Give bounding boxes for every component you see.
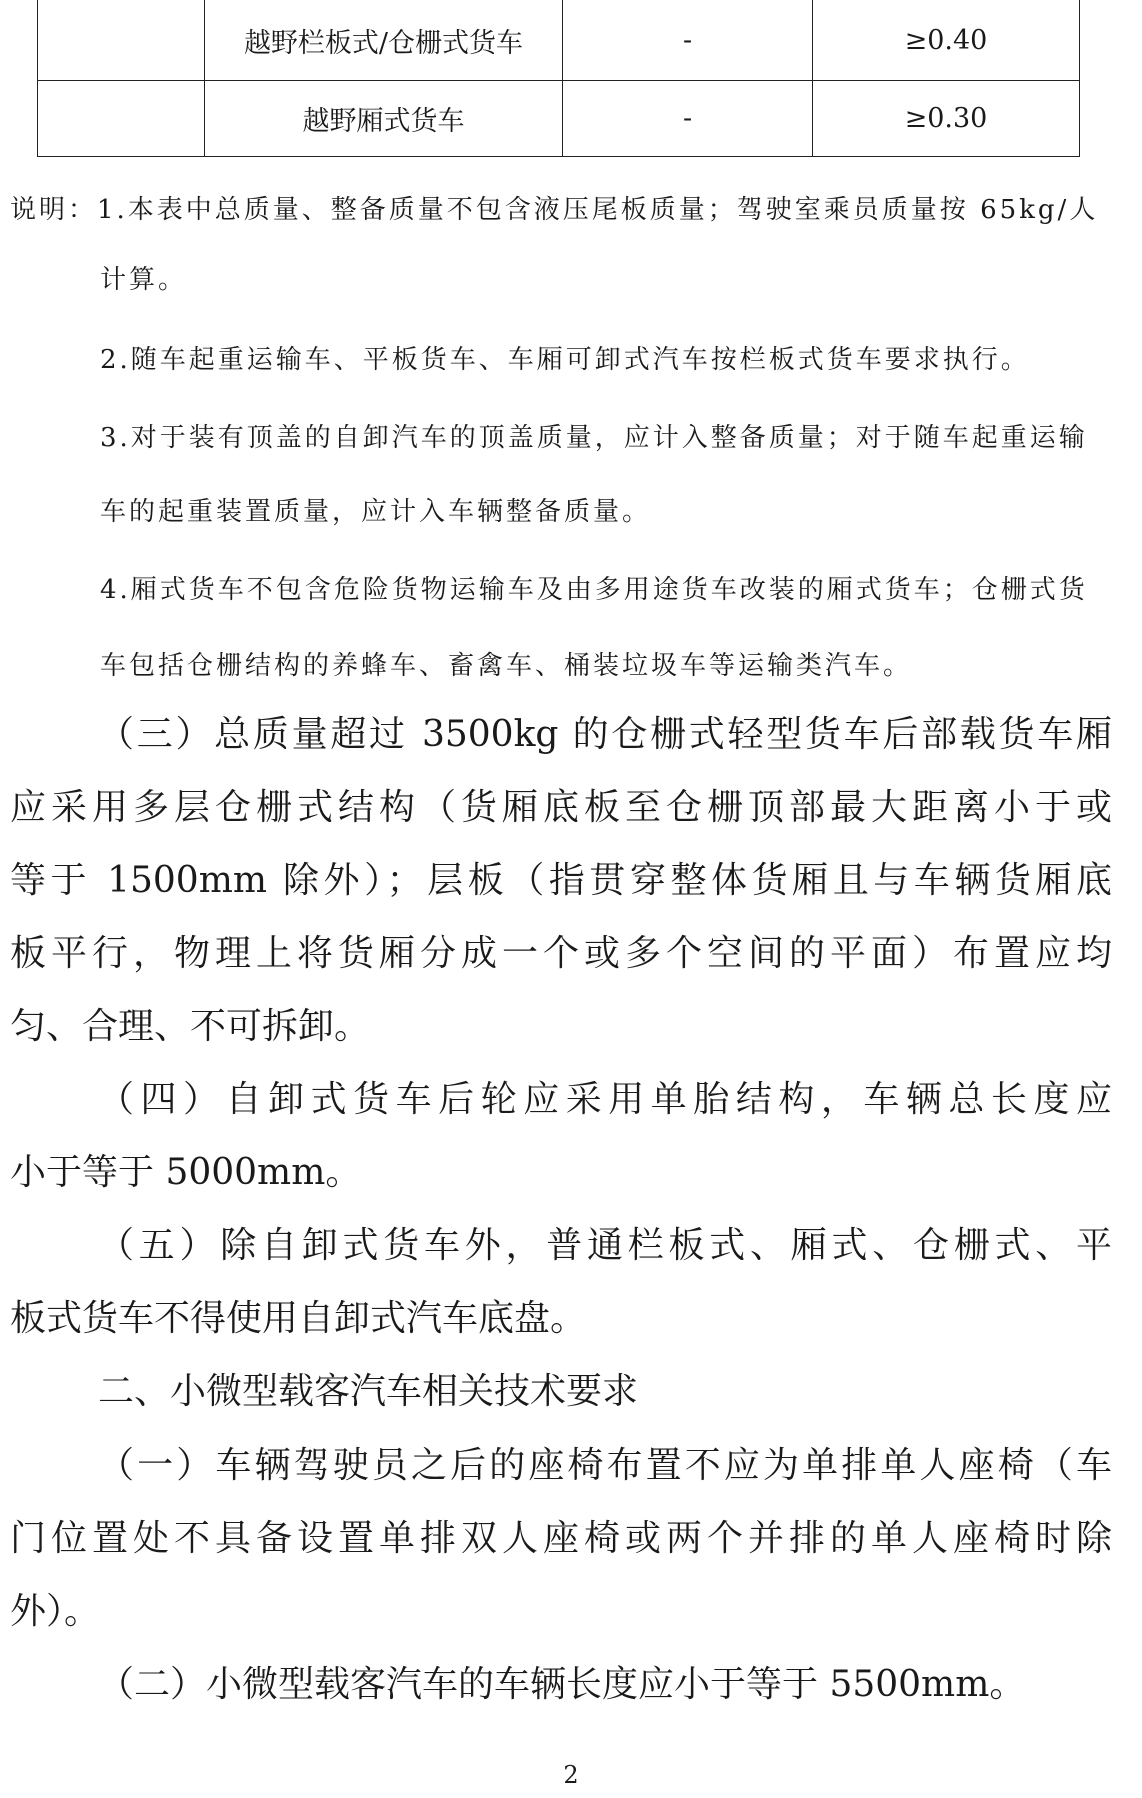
note-line: 计算。 (100, 265, 188, 295)
section-heading: 二、小微型载客汽车相关技术要求 (98, 1371, 639, 1412)
paragraph-line: （一）车辆驾驶员之后的座椅布置不应为单排单人座椅（车 (98, 1445, 1112, 1486)
note-line: 车的起重装置质量，应计入车辆整备质量。 (100, 497, 652, 527)
table-cell-vehicle-type: 越野厢式货车 (205, 81, 563, 157)
paragraph-line: 等于 1500mm 除外）；层板（指贯穿整体货厢且与车辆货厢底 (10, 860, 1112, 901)
note-line: 3.对于装有顶盖的自卸汽车的顶盖质量，应计入整备质量；对于随车起重运输 (100, 423, 1088, 453)
table-cell-empty (38, 0, 205, 81)
paragraph-line: 匀、合理、不可拆卸。 (10, 1006, 371, 1047)
table-cell-value: - (563, 0, 813, 81)
paragraph-line: （四）自卸式货车后轮应采用单胎结构，车辆总长度应 (98, 1079, 1112, 1120)
paragraph-line: 外）。 (10, 1591, 101, 1632)
paragraph-line: 应采用多层仓栅式结构（货厢底板至仓栅顶部最大距离小于或 (10, 787, 1112, 828)
table-cell-value: - (563, 81, 813, 157)
paragraph-line: （二）小微型载客汽车的车辆长度应小于等于 5500mm。 (98, 1664, 1026, 1705)
table-row (38, 81, 1080, 157)
table-cell-ratio: ≥0.40 (813, 0, 1080, 81)
page-number: 2 (563, 1761, 579, 1789)
note-line: 车包括仓栅结构的养蜂车、畜禽车、桶装垃圾车等运输类汽车。 (100, 651, 913, 681)
table-row (38, 0, 1080, 81)
note-line: 2.随车起重运输车、平板货车、车厢可卸式汽车按栏板式货车要求执行。 (100, 345, 1030, 375)
paragraph-line: 板式货车不得使用自卸式汽车底盘。 (10, 1298, 587, 1339)
paragraph-line: （五）除自卸式货车外，普通栏板式、厢式、仓栅式、平 (98, 1225, 1112, 1266)
note-line: 4.厢式货车不包含危险货物运输车及由多用途货车改装的厢式货车；仓栅式货 (100, 575, 1088, 605)
table-cell-vehicle-type: 越野栏板式/仓栅式货车 (205, 0, 563, 81)
table-cell-empty (38, 81, 205, 157)
paragraph-line: 小于等于 5000mm。 (10, 1152, 362, 1193)
requirements-table (37, 0, 1080, 157)
note-line: 说明：1.本表中总质量、整备质量不包含液压尾板质量；驾驶室乘员质量按 65kg/人 (10, 195, 1099, 225)
paragraph-line: 门位置处不具备设置单排双人座椅或两个并排的单人座椅时除 (10, 1518, 1112, 1559)
table-cell-ratio: ≥0.30 (813, 81, 1080, 157)
paragraph-line: （三）总质量超过 3500kg 的仓栅式轻型货车后部载货车厢 (98, 714, 1112, 755)
paragraph-line: 板平行，物理上将货厢分成一个或多个空间的平面）布置应均 (10, 933, 1112, 974)
